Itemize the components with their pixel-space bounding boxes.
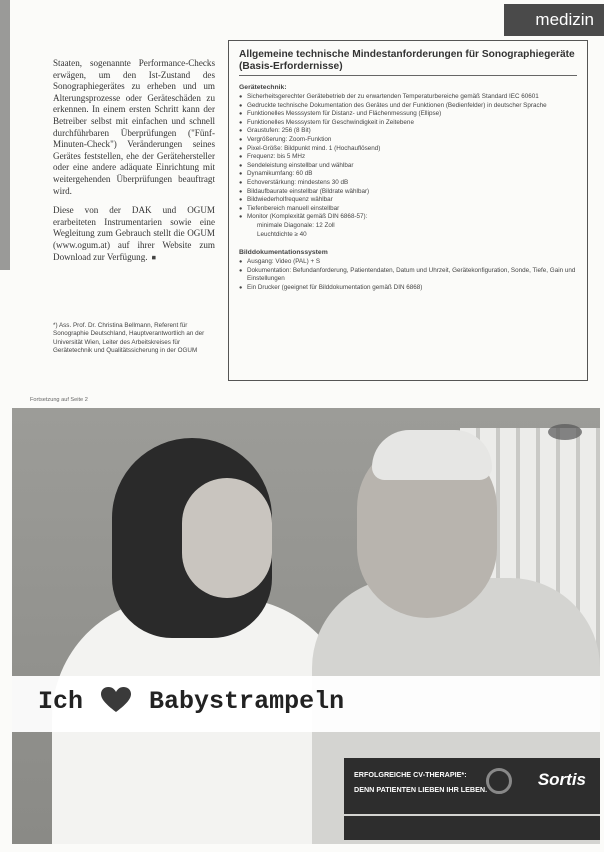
margin-bar — [0, 0, 10, 270]
slogan-right: Babystrampeln — [149, 687, 345, 716]
heart-icon — [101, 687, 131, 713]
banner-line-2: DENN PATIENTEN LIEBEN IHR LEBEN. — [354, 785, 488, 794]
requirements-title: Allgemeine technische Mindestanforderungen für Sonographiegeräte (Basis-Erfordernisse) — [239, 49, 577, 76]
sortis-logo-icon — [486, 768, 512, 794]
requirement-item: ● Gedruckte technische Dokumentation des Gerätes und der Funktionen (Bedienfelder) in deutscher Sprache — [239, 102, 577, 111]
requirements-box — [228, 40, 588, 381]
image-doc-list — [239, 258, 577, 292]
requirement-item: ● Echoverstärkung: mindestens 30 dB — [239, 179, 577, 188]
requirement-item: ● Ausgang: Video (PAL) + S — [239, 258, 577, 267]
requirement-item: ● Frequenz: bis 5 MHz — [239, 153, 577, 162]
requirement-item: ● Bildaufbaurate einstellbar (Bildrate wählbar) — [239, 188, 577, 197]
article-paragraph — [53, 205, 215, 264]
device-list — [239, 93, 577, 239]
requirement-item: ● Funktionelles Messsystem für Distanz- und Flächenmessung (Ellipse) — [239, 110, 577, 119]
ad-slogan — [38, 687, 344, 716]
requirement-item: ● Tiefenbereich manuell einstellbar — [239, 205, 577, 214]
requirement-item: ● Sendeleistung einstellbar und wählbar — [239, 162, 577, 171]
requirement-item: Leuchtdichte ≥ 40 — [257, 230, 307, 238]
requirement-item: ● Ein Drucker (geeignet für Bilddokumentation gemäß DIN 6868) — [239, 284, 577, 293]
requirement-item: ● Pixel-Größe: Bildpunkt mind. 1 (Hochauflösend) — [239, 145, 577, 154]
requirement-item: ● Sicherheitsgerechter Gerätebetrieb der zu erwartenden Temperaturbereiche gemäß Standard IEC 60601 — [239, 93, 577, 102]
end-mark: ◾ — [149, 253, 159, 262]
requirement-item: minimale Diagonale: 12 Zoll — [257, 221, 335, 229]
advertisement — [12, 408, 600, 844]
banner-line-1: ERFOLGREICHE CV-THERAPIE*: — [354, 770, 467, 779]
requirement-item: ● Funktionelles Messsystem für Geschwindigkeit in Zeitebene — [239, 119, 577, 128]
article-body — [53, 58, 215, 272]
image-doc-heading: Bilddokumentationssystem — [239, 249, 328, 257]
article-paragraph-text: Diese von der DAK und OGUM erarbeiteten Instrumentarien sowie eine Wegleitung zum Gebrauch stellt die OGUM (www.ogum.at) auf ihrer Website zum Download zur Verfügung. — [53, 205, 215, 262]
continuation-caption: Fortsetzung auf Seite 2 — [30, 397, 88, 403]
device-heading: Gerätetechnik: — [239, 84, 287, 91]
section-tab: medizin — [504, 4, 604, 36]
requirement-item: ● Dokumentation: Befundanforderung, Patientendaten, Datum und Uhrzeit, Gerätekonfiguration, Sonde, Tiefe, Gain und Einstellungen — [239, 267, 577, 284]
requirement-item: ● Monitor (Komplexität gemäß DIN 6868-57): — [239, 213, 577, 222]
article-paragraph: Staaten, sogenannte Performance-Checks erwägen, um den Ist-Zustand des Sonographiegerätes zu erheben und um Alterungsprozesse oder Geräteschäden zu erkennen. In einem ersten Schritt kann der Betreiber selbst mit einfachen und schnell durchführbaren Überprüfungen ("Fünf-Minuten-Check") Veränderungen seines Gerätes feststellen, ehe der Gerätehersteller oder eine andere adäquate Einrichtung mit weitergehenden Überprüfungen beauftragt wird. — [53, 58, 215, 196]
slogan-left: Ich — [38, 687, 84, 716]
brand-name: Sortis — [537, 770, 586, 789]
pfizer-logo-icon — [548, 424, 582, 440]
man-hair — [372, 430, 492, 480]
requirement-item: ● Vergrößerung: Zoom-Funktion — [239, 136, 577, 145]
author-note: *) Ass. Prof. Dr. Christina Bellmann, Referent für Sonographie Deutschland, Hauptverantwortlich an der Universität Wien, Leiter des Arbeitskreises für Gerätetechnik und Qualitätssicherung in der OGUM — [53, 322, 205, 355]
requirement-item: ● Dynamikumfang: 60 dB — [239, 170, 577, 179]
requirement-item: ● Bildwiederholfrequenz wählbar — [239, 196, 577, 205]
requirement-item: ● Graustufen: 256 (8 Bit) — [239, 127, 577, 136]
fine-print-band — [344, 816, 600, 840]
woman-face — [182, 478, 272, 598]
ad-banner — [344, 758, 600, 814]
